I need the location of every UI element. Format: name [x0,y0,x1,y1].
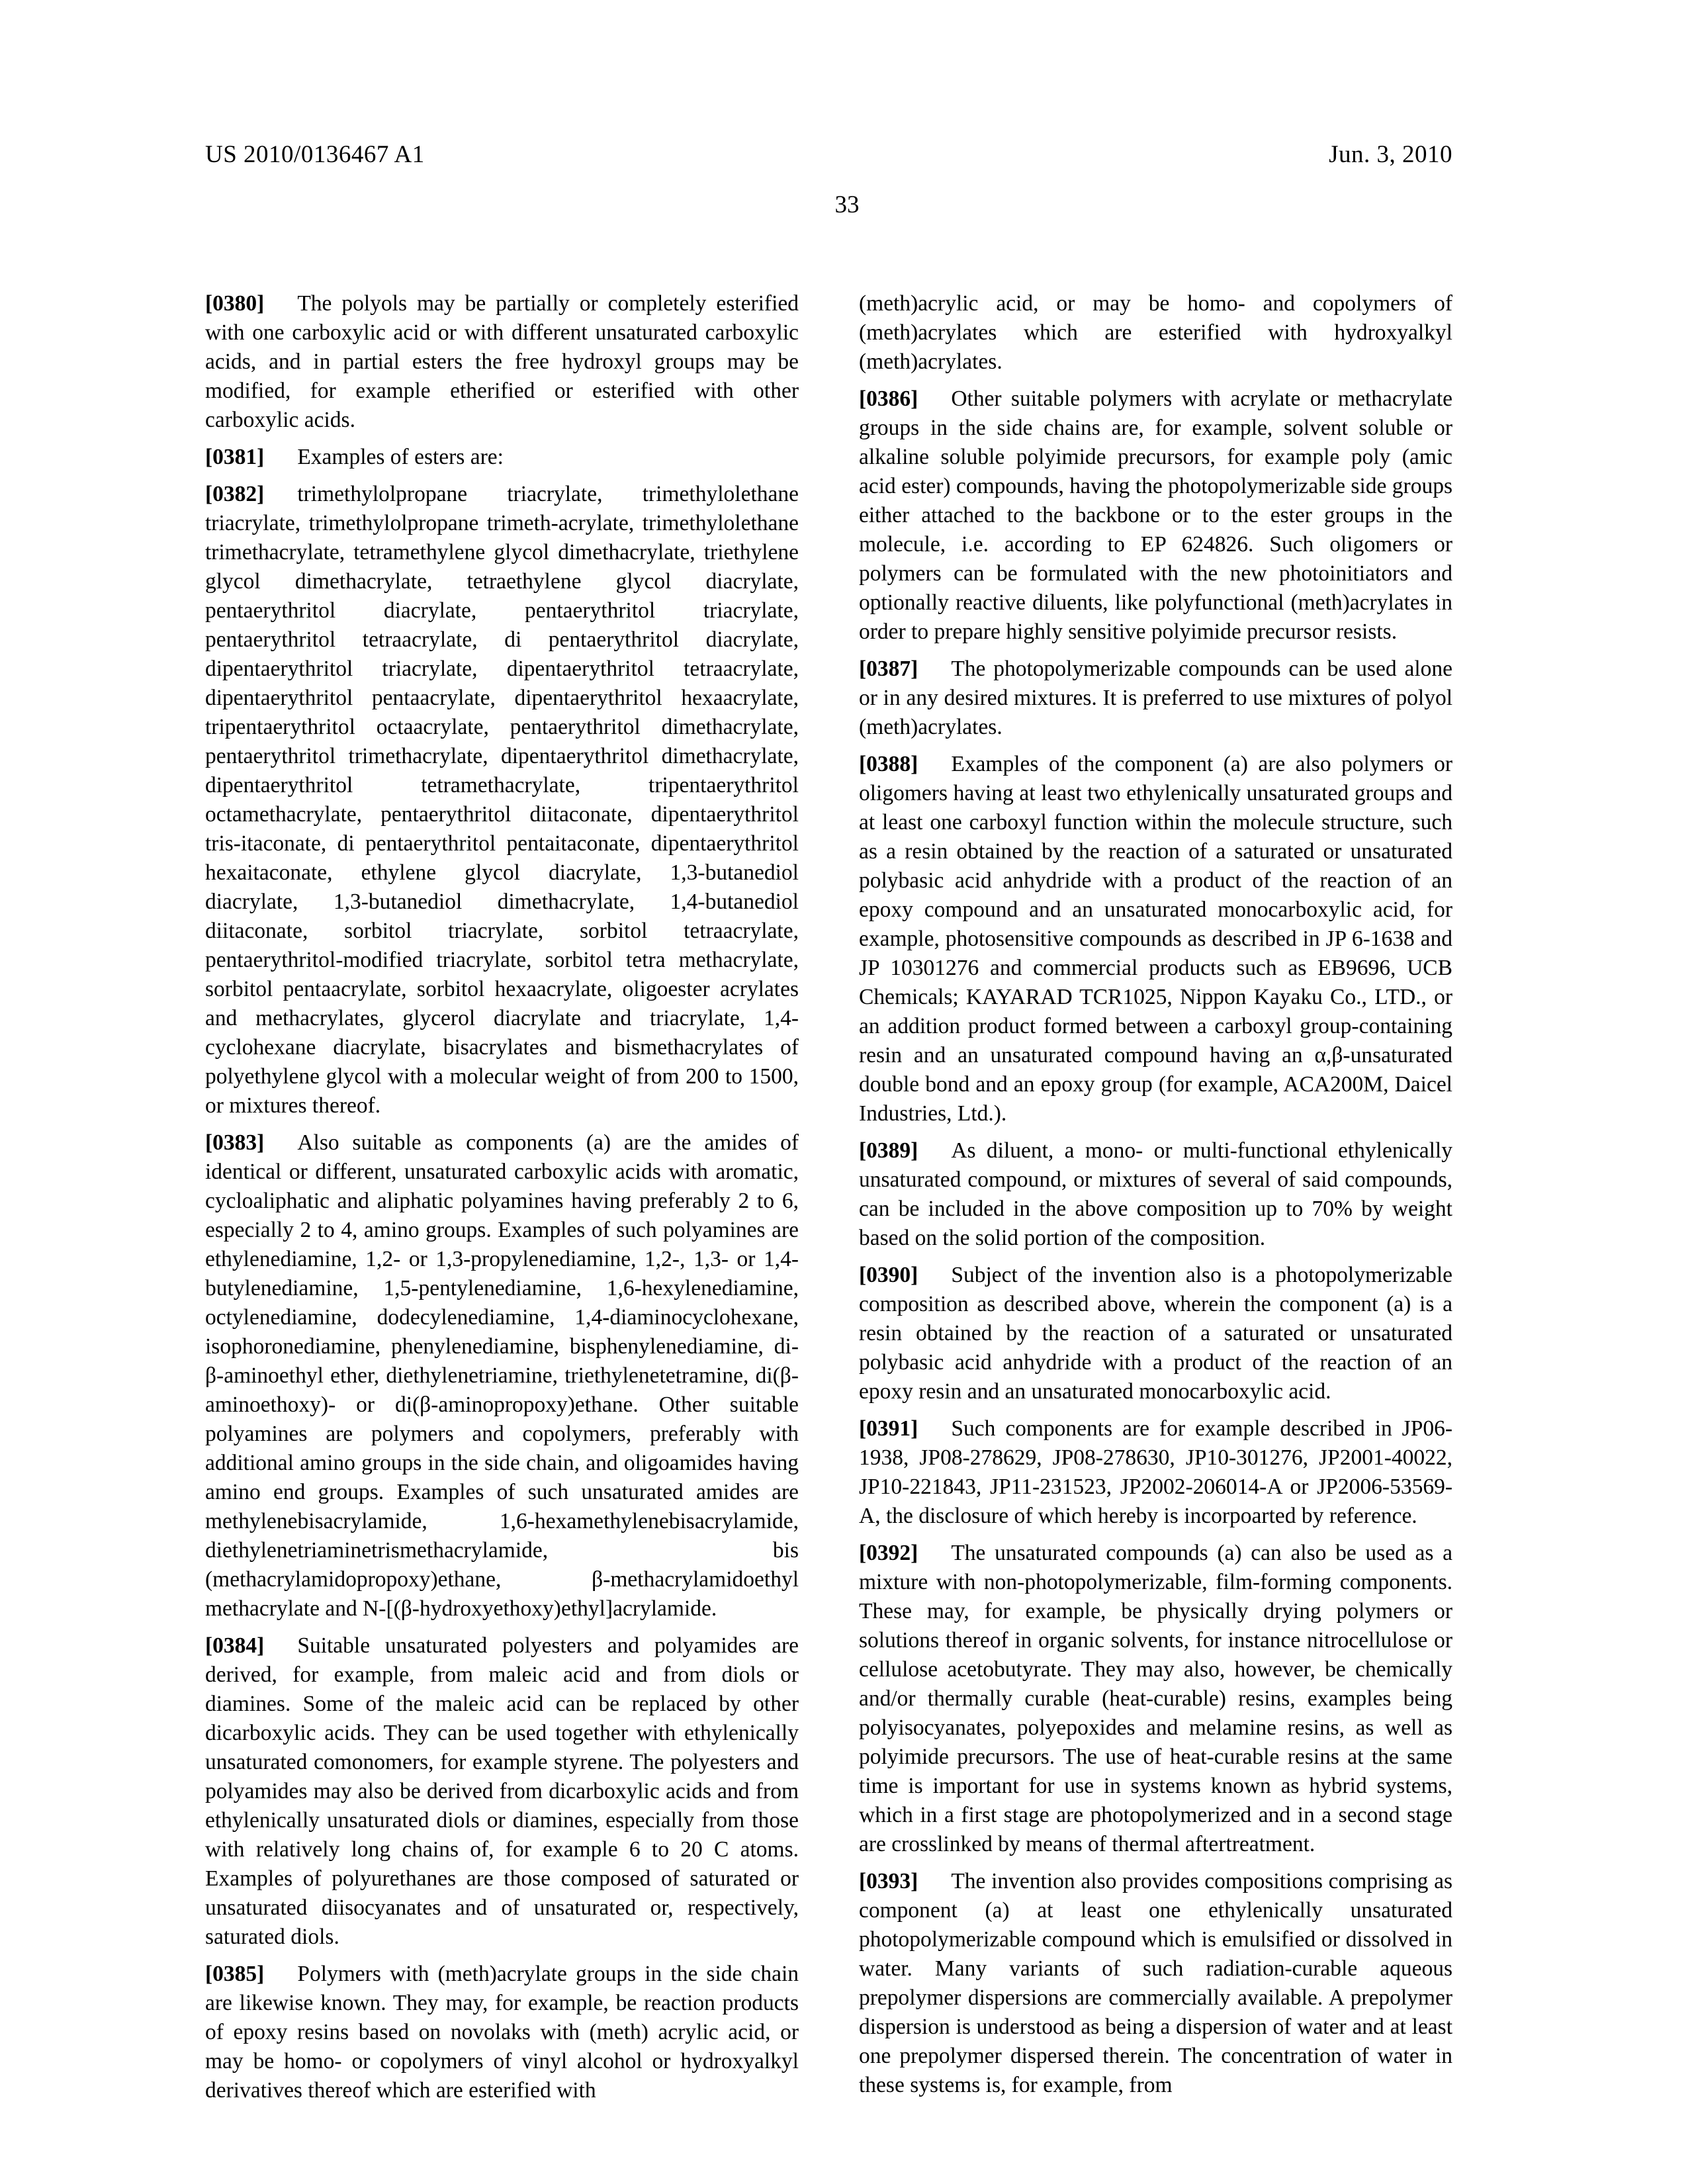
right-column [859,289,1452,2113]
paragraph-tag: [0393] [859,1869,918,1893]
page-number: 33 [834,191,860,218]
paragraph-text: The unsaturated compounds (a) can also be used as a mixture with non-photopolymerizable, film-forming components. These may, for example, be physically drying polymers or solutions thereof in organic solvents, for instance nitrocellulose or cellulose acetobutyrate. They may also, however, be chemically and/or thermally curable (heat-curable) resins, examples being polyisocyanates, polyepoxides and melamine resins, as well as polyimide precursors. The use of heat-curable resins at the same time is important for use in systems known as hybrid systems, which in a first stage are photopolymerized and in a second stage are crosslinked by means of thermal aftertreatment. [859,1541,1452,1856]
paragraph-tag: [0391] [859,1416,918,1441]
paragraph-tag: [0380] [205,291,265,316]
paragraph-tag: [0383] [205,1130,265,1155]
paragraph-text: (meth)acrylic acid, or may be homo- and copolymers of (meth)acrylates which are esterified with hydroxyalkyl (meth)acrylates. [859,291,1452,374]
patent-number: US 2010/0136467 A1 [205,141,425,168]
paragraph [205,1631,799,1952]
paragraph-text: The invention also provides compositions comprising as component (a) at least one ethylenically unsaturated photopolymerizable compound which is emulsified or dissolved in water. Many variants of such radiation-curable aqueous prepolymer dispersions are commercially available. A prepolymer dispersion is understood as being a dispersion of water and at least one prepolymer dispersed therein. The concentration of water in these systems is, for example, from [859,1869,1452,2097]
paragraph [859,750,1452,1128]
paragraph-tag: [0386] [859,387,918,411]
paragraph [205,289,799,435]
paragraph-tag: [0384] [205,1633,265,1658]
paragraph [859,1136,1452,1253]
paragraph-text: The polyols may be partially or completely esterified with one carboxylic acid or with different unsaturated carboxylic acids, and in partial esters the free hydroxyl groups may be modified, for example etherified or esterified with other carboxylic acids. [205,291,799,432]
text-columns [205,289,1452,2113]
paragraph [859,1261,1452,1406]
paragraph-text: Also suitable as components (a) are the amides of identical or different, unsaturated carboxylic acids with aromatic, cycloaliphatic and aliphatic polyamines having preferably 2 to 6, especially 2 to 4, amino groups. Examples of such polyamines are ethylenediamine, 1,2- or 1,3-propylenediamine, 1,2-, 1,3- or 1,4-butylenediamine, 1,5-pentylenediamine, 1,6-hexylenediamine, octylenediamine, dodecylenediamine, 1,4-diaminocyclohexane, isophoronediamine, phenylenediamine, bisphenylenediamine, di-β-aminoethyl ether, diethylenetriamine, triethylenetetramine, di(β-aminoethoxy)- or di(β-aminopropoxy)ethane. Other suitable polyamines are polymers and copolymers, preferably with additional amino groups in the side chain, and oligoamides having amino end groups. Examples of such unsaturated amides are methylenebisacrylamide, 1,6-hexamethylenebisacrylamide, diethylenetriaminetrismethacrylamide, bis (methacrylamidopropoxy)ethane, β-methacrylamidoethyl methacrylate and N-[(β-hydroxyethoxy)ethyl]acrylamide. [205,1130,799,1621]
paragraph [859,385,1452,647]
paragraph-tag: [0390] [859,1263,918,1287]
paragraph-text: The photopolymerizable compounds can be used alone or in any desired mixtures. It is preferred to use mixtures of polyol (meth)acrylates. [859,657,1452,739]
paragraph [205,1128,799,1623]
paragraph-tag: [0381] [205,445,265,469]
paragraph-text: Examples of the component (a) are also polymers or oligomers having at least two ethylenically unsaturated groups and at least one carboxyl function within the molecule structure, such as a resin obtained by the reaction of a saturated or unsaturated polybasic acid anhydride with a product of the reaction of an epoxy compound and an unsaturated monocarboxylic acid, for example, photosensitive compounds as described in JP 6-1638 and JP 10301276 and commercial products such as EB9696, UCB Chemicals; KAYARAD TCR1025, Nippon Kayaku Co., LTD., or an addition product formed between a carboxyl group-containing resin and an unsaturated compound having an α,β-unsaturated double bond and an epoxy group (for example, ACA200M, Daicel Industries, Ltd.). [859,752,1452,1126]
paragraph [205,480,799,1120]
paragraph [205,1960,799,2105]
paragraph-tag: [0389] [859,1138,918,1163]
left-column [205,289,799,2113]
paragraph-text: Other suitable polymers with acrylate or methacrylate groups in the side chains are, for example, solvent soluble or alkaline soluble polyimide precursors, for example poly (amic acid ester) compounds, having the photopolymerizable side groups either attached to the backbone or to the ester groups in the molecule, i.e. according to EP 624826. Such oligomers or polymers can be formulated with the new photoinitiators and optionally reactive diluents, like polyfunctional (meth)acrylates in order to prepare highly sensitive polyimide precursor resists. [859,387,1452,644]
publication-date: Jun. 3, 2010 [1329,141,1452,168]
paragraph [859,1867,1452,2100]
paragraph-text: Suitable unsaturated polyesters and polyamides are derived, for example, from maleic acid and from diols or diamines. Some of the maleic acid can be replaced by other dicarboxylic acids. They can be used together with ethylenically unsaturated comonomers, for example styrene. The polyesters and polyamides may also be derived from dicarboxylic acids and from ethylenically unsaturated diols or diamines, especially from those with relatively long chains of, for example 6 to 20 C atoms. Examples of polyurethanes are those composed of saturated or unsaturated diisocyanates and of unsaturated or, respectively, saturated diols. [205,1633,799,1949]
paragraph [205,443,799,472]
paragraph-tag: [0388] [859,752,918,776]
paragraph-tag: [0382] [205,482,265,506]
paragraph-text: Examples of esters are: [297,445,504,469]
paragraph-tag: [0392] [859,1541,918,1565]
paragraph-tag: [0385] [205,1962,265,1986]
paragraph [859,1539,1452,1859]
paragraph [859,655,1452,742]
paragraph-text: trimethylolpropane triacrylate, trimethylolethane triacrylate, trimethylolpropane trimeth-acrylate, trimethylolethane trimethacrylate, tetramethylene glycol dimethacrylate, triethylene glycol dimethacrylate, tetraethylene glycol diacrylate, pentaerythritol diacrylate, pentaerythritol triacrylate, pentaerythritol tetraacrylate, di pentaerythritol diacrylate, dipentaerythritol triacrylate, dipentaerythritol tetraacrylate, dipentaerythritol pentaacrylate, dipentaerythritol hexaacrylate, tripentaerythritol octaacrylate, pentaerythritol dimethacrylate, pentaerythritol trimethacrylate, dipentaerythritol dimethacrylate, dipentaerythritol tetramethacrylate, tripentaerythritol octamethacrylate, pentaerythritol diitaconate, dipentaerythritol tris-itaconate, di pentaerythritol pentaitaconate, dipentaerythritol hexaitaconate, ethylene glycol diacrylate, 1,3-butanediol diacrylate, 1,3-butanediol dimethacrylate, 1,4-butanediol diitaconate, sorbitol triacrylate, sorbitol tetraacrylate, pentaerythritol-modified triacrylate, sorbitol tetra methacrylate, sorbitol pentaacrylate, sorbitol hexaacrylate, oligoester acrylates and methacrylates, glycerol diacrylate and triacrylate, 1,4-cyclohexane diacrylate, bisacrylates and bismethacrylates of polyethylene glycol with a molecular weight of from 200 to 1500, or mixtures thereof. [205,482,799,1118]
paragraph-tag: [0387] [859,657,918,681]
paragraph [859,289,1452,377]
paragraph-text: As diluent, a mono- or multi-functional ethylenically unsaturated compound, or mixtures of several of said compounds, can be included in the above composition up to 70% by weight based on the solid portion of the composition. [859,1138,1452,1250]
paragraph-text: Subject of the invention also is a photopolymerizable composition as described above, wherein the component (a) is a resin obtained by the reaction of a saturated or unsaturated polybasic acid anhydride with a product of the reaction of an epoxy resin and an unsaturated monocarboxylic acid. [859,1263,1452,1404]
paragraph [859,1414,1452,1531]
paragraph-text: Polymers with (meth)acrylate groups in the side chain are likewise known. They may, for example, be reaction products of epoxy resins based on novolaks with (meth) acrylic acid, or may be homo- or copolymers of vinyl alcohol or hydroxyalkyl derivatives thereof which are esterified with [205,1962,799,2103]
paragraph-text: Such components are for example described in JP06-1938, JP08-278629, JP08-278630, JP10-301276, JP2001-40022, JP10-221843, JP11-231523, JP2002-206014-A or JP2006-53569-A, the disclosure of which hereby is incorpoarted by reference. [859,1416,1452,1528]
page-header [205,140,1452,169]
